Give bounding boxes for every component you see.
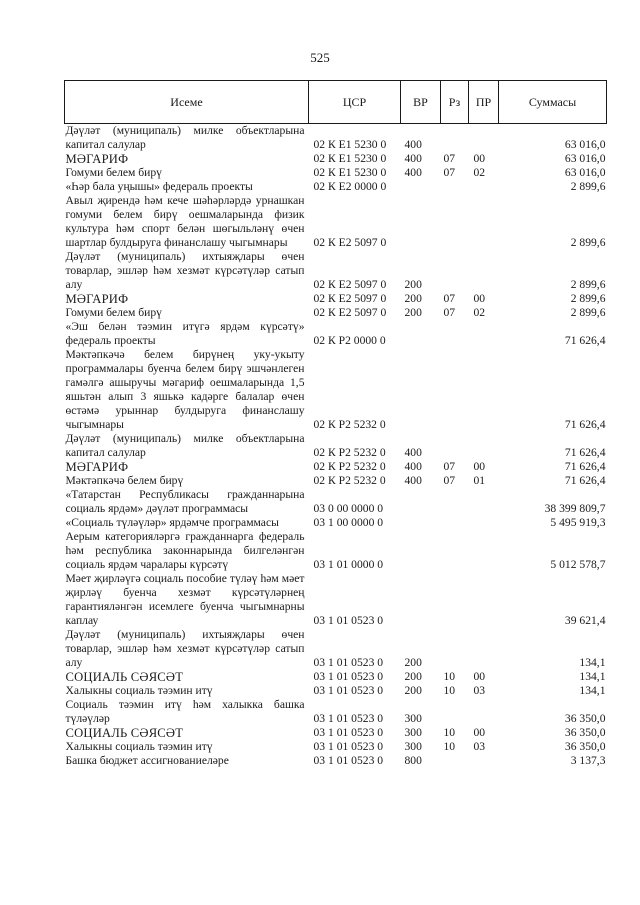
row-name: МӘГАРИФ xyxy=(65,152,129,166)
row-vr-code: 200 xyxy=(404,278,422,291)
header-rz: Рз xyxy=(441,81,469,124)
table-row xyxy=(65,292,607,306)
row-csr-code: 02 К Р2 0000 0 xyxy=(313,334,386,347)
table-row xyxy=(65,250,607,292)
row-name: Мәктәпкәчә белем бирүнең уку-укыту программалары буенча белем бирү эшчәнлеген гамәлгә ашыручы мәгариф оешмаларында 1,5 яшьтән алып 3 яшькә кадәрге балалар өчен өстәмә урыннар булдыруга финанслашу чыгымнары xyxy=(65,348,305,431)
row-csr-code: 03 1 01 0523 0 xyxy=(313,670,384,683)
row-name: СОЦИАЛЬ СӘЯСӘТ xyxy=(65,670,184,684)
row-amount: 36 350,0 xyxy=(564,740,606,753)
row-name: Халыкны социаль тәэмин итү xyxy=(65,684,213,697)
row-name: Халыкны социаль тәэмин итү xyxy=(65,740,213,753)
row-pr-code xyxy=(469,628,499,670)
row-rz-code xyxy=(441,320,469,348)
row-pr-code: 00 xyxy=(473,460,486,473)
row-amount: 134,1 xyxy=(579,670,606,683)
row-amount: 63 016,0 xyxy=(564,138,606,151)
row-name: Гомуми белем бирү xyxy=(65,166,162,179)
table-body xyxy=(65,124,607,769)
row-pr-code: 03 xyxy=(473,740,486,753)
row-amount: 71 626,4 xyxy=(564,446,606,459)
row-rz-code xyxy=(441,124,469,153)
table-row xyxy=(65,740,607,754)
row-amount: 2 899,6 xyxy=(570,180,606,193)
row-vr-code: 300 xyxy=(404,740,422,753)
table-row xyxy=(65,530,607,572)
row-csr-code: 03 0 00 0000 0 xyxy=(313,502,384,515)
row-vr-code: 200 xyxy=(404,306,422,319)
row-amount: 71 626,4 xyxy=(564,460,606,473)
table-row xyxy=(65,754,607,768)
row-name: Дәүләт (муниципаль) милке объектларына капитал салулар xyxy=(65,432,305,459)
row-csr-code: 02 К Е1 5230 0 xyxy=(313,138,387,151)
row-csr-code: 03 1 01 0523 0 xyxy=(313,684,384,697)
row-amount: 134,1 xyxy=(579,684,606,697)
row-name: Дәүләт (муниципаль) ихтыяҗлары өчен товарлар, эшләр һәм хезмәт күрсәтүләр сатып алу xyxy=(65,628,305,669)
row-vr-code xyxy=(401,488,441,516)
row-pr-code xyxy=(469,320,499,348)
row-csr-code: 03 1 00 0000 0 xyxy=(313,516,384,529)
row-amount: 63 016,0 xyxy=(564,152,606,165)
row-csr-code: 03 1 01 0523 0 xyxy=(313,712,384,725)
row-rz-code xyxy=(441,432,469,460)
row-rz-code: 07 xyxy=(443,306,456,319)
row-vr-code xyxy=(401,194,441,250)
row-vr-code xyxy=(401,530,441,572)
row-rz-code: 07 xyxy=(443,474,456,487)
row-vr-code: 400 xyxy=(404,166,422,179)
row-csr-code: 02 К Е2 5097 0 xyxy=(313,306,387,319)
row-rz-code xyxy=(441,628,469,670)
row-csr-code: 02 К Р2 5232 0 xyxy=(313,446,386,459)
row-pr-code: 02 xyxy=(473,306,486,319)
table-row xyxy=(65,306,607,320)
table-row xyxy=(65,572,607,628)
row-name: Дәүләт (муниципаль) ихтыяҗлары өчен товарлар, эшләр һәм хезмәт күрсәтүләр сатып алу xyxy=(65,250,305,291)
row-csr-code: 02 К Е2 5097 0 xyxy=(313,292,387,305)
table-header xyxy=(65,81,607,124)
row-amount: 63 016,0 xyxy=(564,166,606,179)
row-vr-code xyxy=(401,516,441,530)
row-vr-code xyxy=(401,348,441,432)
row-pr-code xyxy=(469,180,499,194)
row-vr-code: 400 xyxy=(404,460,422,473)
table-row xyxy=(65,194,607,250)
row-vr-code: 400 xyxy=(404,446,422,459)
table-row xyxy=(65,166,607,180)
table-row xyxy=(65,180,607,194)
header-pr: ПР xyxy=(469,81,499,124)
row-vr-code: 800 xyxy=(404,754,422,767)
table-row xyxy=(65,698,607,726)
row-csr-code: 03 1 01 0523 0 xyxy=(313,726,384,739)
row-name: МӘГАРИФ xyxy=(65,292,129,306)
row-name: «Һәр бала уңышы» федераль проекты xyxy=(65,180,253,193)
row-pr-code xyxy=(469,530,499,572)
row-name: «Социаль түләүләр» ярдәмче программасы xyxy=(65,516,279,529)
row-amount: 2 899,6 xyxy=(570,278,606,291)
table-row xyxy=(65,670,607,684)
row-vr-code xyxy=(401,572,441,628)
row-amount: 38 399 809,7 xyxy=(544,502,606,515)
row-rz-code: 10 xyxy=(443,740,456,753)
table-row xyxy=(65,432,607,460)
row-rz-code xyxy=(441,250,469,292)
row-pr-code xyxy=(469,194,499,250)
header-vr: ВР xyxy=(401,81,441,124)
row-name: Аерым категорияләргә гражданнарга федераль һәм республика законнарында билгеләнгән социаль ярдәм чаралары күрсәтү xyxy=(65,530,305,571)
row-csr-code: 02 К Е2 5097 0 xyxy=(313,236,387,249)
row-rz-code xyxy=(441,516,469,530)
row-pr-code xyxy=(469,432,499,460)
table-row xyxy=(65,474,607,488)
row-pr-code: 00 xyxy=(473,152,486,165)
row-name: «Эш белән тәэмин итүгә ярдәм күрсәтү» федераль проекты xyxy=(65,320,305,347)
row-pr-code: 03 xyxy=(473,684,486,697)
row-vr-code: 200 xyxy=(404,292,422,305)
table-row xyxy=(65,628,607,670)
row-vr-code: 400 xyxy=(404,474,422,487)
row-rz-code xyxy=(441,488,469,516)
row-pr-code xyxy=(469,488,499,516)
row-rz-code: 10 xyxy=(443,726,456,739)
row-amount: 2 899,6 xyxy=(570,306,606,319)
table-row xyxy=(65,488,607,516)
row-rz-code: 10 xyxy=(443,684,456,697)
table-row xyxy=(65,516,607,530)
row-pr-code xyxy=(469,124,499,153)
row-pr-code xyxy=(469,754,499,768)
row-amount: 2 899,6 xyxy=(570,292,606,305)
row-vr-code xyxy=(401,180,441,194)
row-rz-code xyxy=(441,348,469,432)
row-vr-code: 300 xyxy=(404,712,422,725)
row-csr-code: 02 К Е1 5230 0 xyxy=(313,166,387,179)
row-csr-code: 03 1 01 0523 0 xyxy=(313,614,384,627)
table-row xyxy=(65,320,607,348)
row-rz-code: 07 xyxy=(443,166,456,179)
row-amount: 71 626,4 xyxy=(564,474,606,487)
row-amount: 71 626,4 xyxy=(564,418,606,431)
row-pr-code: 02 xyxy=(473,166,486,179)
row-amount: 2 899,6 xyxy=(570,236,606,249)
row-rz-code: 07 xyxy=(443,292,456,305)
row-rz-code xyxy=(441,180,469,194)
row-csr-code: 02 К Р2 5232 0 xyxy=(313,474,386,487)
row-amount: 3 137,3 xyxy=(570,754,606,767)
table-row xyxy=(65,684,607,698)
row-amount: 36 350,0 xyxy=(564,712,606,725)
row-amount: 36 350,0 xyxy=(564,726,606,739)
row-vr-code: 400 xyxy=(404,138,422,151)
row-name: Башка бюджет ассигнованиеләре xyxy=(65,754,229,767)
table-row xyxy=(65,726,607,740)
row-name: Социаль тәэмин итү һәм халыкка башка түләүләр xyxy=(65,698,305,725)
row-rz-code xyxy=(441,754,469,768)
row-pr-code xyxy=(469,698,499,726)
row-rz-code: 07 xyxy=(443,460,456,473)
row-vr-code: 200 xyxy=(404,684,422,697)
row-name: Гомуми белем бирү xyxy=(65,306,162,319)
row-csr-code: 02 К Р2 5232 0 xyxy=(313,460,386,473)
table-row xyxy=(65,348,607,432)
row-name: «Татарстан Республикасы гражданнарына социаль ярдәм» дәүләт программасы xyxy=(65,488,305,515)
row-csr-code: 02 К Р2 5232 0 xyxy=(313,418,386,431)
row-pr-code xyxy=(469,348,499,432)
row-name: Дәүләт (муниципаль) милке объектларына капитал салулар xyxy=(65,124,305,151)
row-amount: 5 012 578,7 xyxy=(550,558,606,571)
budget-table xyxy=(64,80,607,768)
row-csr-code: 03 1 01 0523 0 xyxy=(313,754,384,767)
row-pr-code xyxy=(469,572,499,628)
row-vr-code: 200 xyxy=(404,670,422,683)
row-pr-code: 00 xyxy=(473,670,486,683)
row-pr-code: 01 xyxy=(473,474,486,487)
row-amount: 39 621,4 xyxy=(564,614,606,627)
row-name: Мәет җирләүгә социаль пособие түләү һәм мәет җирләү буенча хезмәт күрсәтүләрнең гарантияләнгән исемлеге буенча чыгымнарны каплау xyxy=(65,572,305,627)
header-name: Исеме xyxy=(65,81,309,124)
row-vr-code: 200 xyxy=(404,656,422,669)
row-csr-code: 02 К Е1 5230 0 xyxy=(313,152,387,165)
row-amount: 71 626,4 xyxy=(564,334,606,347)
row-amount: 134,1 xyxy=(579,656,606,669)
row-csr-code: 03 1 01 0000 0 xyxy=(313,558,384,571)
row-csr-code: 02 К Е2 0000 0 xyxy=(313,180,387,193)
table-row xyxy=(65,152,607,166)
row-rz-code xyxy=(441,530,469,572)
row-name: СОЦИАЛЬ СӘЯСӘТ xyxy=(65,726,184,740)
row-vr-code xyxy=(401,320,441,348)
row-name: МӘГАРИФ xyxy=(65,460,129,474)
row-rz-code: 10 xyxy=(443,670,456,683)
header-csr: ЦСР xyxy=(309,81,401,124)
row-csr-code: 03 1 01 0523 0 xyxy=(313,740,384,753)
row-rz-code xyxy=(441,698,469,726)
row-name: Мәктәпкәчә белем бирү xyxy=(65,474,184,487)
page-number: 525 xyxy=(310,50,330,65)
row-rz-code: 07 xyxy=(443,152,456,165)
header-sum: Суммасы xyxy=(499,81,607,124)
row-vr-code: 400 xyxy=(404,152,422,165)
table-row xyxy=(65,124,607,153)
row-csr-code: 03 1 01 0523 0 xyxy=(313,656,384,669)
row-amount: 5 495 919,3 xyxy=(550,516,606,529)
row-csr-code: 02 К Е2 5097 0 xyxy=(313,278,387,291)
row-vr-code: 300 xyxy=(404,726,422,739)
table-row xyxy=(65,460,607,474)
row-pr-code xyxy=(469,516,499,530)
row-pr-code: 00 xyxy=(473,292,486,305)
row-pr-code: 00 xyxy=(473,726,486,739)
row-rz-code xyxy=(441,572,469,628)
row-name: Авыл җирендә һәм кече шәһәрләрдә урнашкан гомуми белем бирү оешмаларында физик культура һәм спорт белән шөгыльләнү өчен шартлар булдыруга финанслашу чыгымнары xyxy=(65,194,305,249)
row-pr-code xyxy=(469,250,499,292)
row-rz-code xyxy=(441,194,469,250)
